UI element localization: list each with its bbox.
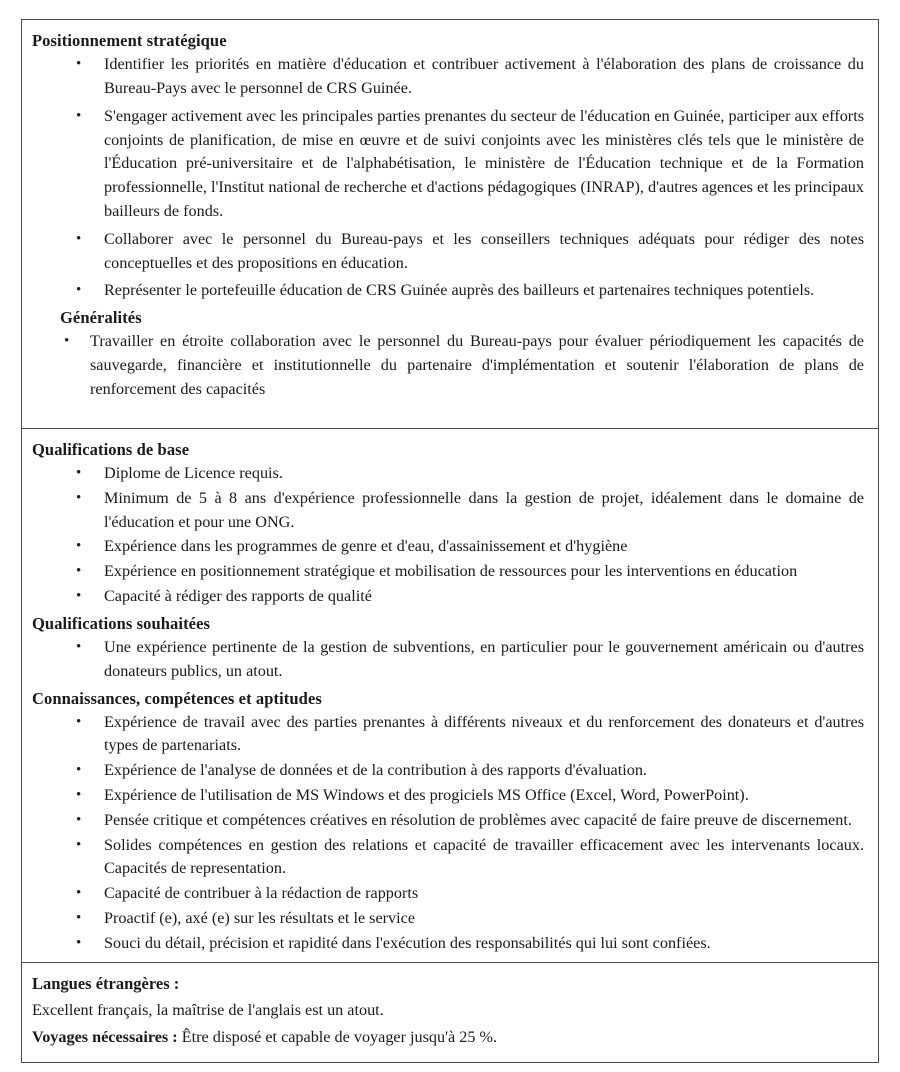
list-item: • Solides compétences en gestion des relations et capacité de travailler efficacement avec les intervenants locaux. Capacités de representation. [32, 834, 864, 882]
list-item: • Diplome de Licence requis. [32, 462, 864, 486]
list-item: • Souci du détail, précision et rapidité dans l'exécution des responsabilités qui lui sont confiées. [32, 932, 864, 956]
list-item: • Capacité de contribuer à la rédaction de rapports [32, 882, 864, 906]
list-item: • Une expérience pertinente de la gestion de subventions, en particulier pour le gouvernement américain ou d'autres donateurs publics, un atout. [32, 636, 864, 684]
heading-langues-etrangeres: Langues étrangères : [32, 973, 180, 993]
voyages-necessaires-line [32, 1025, 864, 1049]
list-item: • S'engager activement avec les principales parties prenantes du secteur de l'éducation en Guinée, participer aux efforts conjoints de planification, de mise en œuvre et de suivi conjoints avec les ministères clés tels que le ministère de l'Éducation pré-universitaire et de l'alphabétisation, le ministère de l'Éducation technique et de la Formation professionnelle, l'Institut national de recherche et d'actions pédagogiques (INRAP), d'autres agences et les principaux bailleurs de fonds. [32, 105, 864, 224]
list-item: • Expérience en positionnement stratégique et mobilisation de ressources pour les interventions en éducation [32, 560, 864, 584]
heading-qualifications-de-base: Qualifications de base [32, 439, 190, 459]
list-item: • Proactif (e), axé (e) sur les résultats et le service [32, 907, 864, 931]
bullet-list-qualifications-souhaitees [32, 636, 864, 684]
bullet-list-generalites [32, 330, 864, 401]
langues-etrangeres-text: Excellent français, la maîtrise de l'anglais est un atout. [32, 1000, 384, 1019]
voyages-necessaires-text: Être disposé et capable de voyager jusqu'à 25 %. [181, 1028, 498, 1047]
list-item: • Collaborer avec le personnel du Bureau-pays et les conseillers techniques adéquats pour rédiger des notes conceptuelles et des propositions en éducation. [32, 228, 864, 276]
bullet-list-connaissances [32, 711, 864, 956]
list-item: • Expérience de travail avec des parties prenantes à différents niveaux et du renforcement des donateurs et d'autres types de partenariats. [32, 711, 864, 759]
list-item: • Expérience de l'analyse de données et de la contribution à des rapports d'évaluation. [32, 759, 864, 783]
section-positionnement-strategique [22, 20, 878, 429]
heading-generalites: Généralités [60, 308, 142, 328]
list-item: • Identifier les priorités en matière d'éducation et contribuer activement à l'élaboration des plans de croissance du Bureau-Pays avec le personnel de CRS Guinée. [32, 53, 864, 101]
section-qualifications [22, 429, 878, 963]
list-item: • Expérience de l'utilisation de MS Windows et des progiciels MS Office (Excel, Word, PowerPoint). [32, 784, 864, 808]
list-item: • Minimum de 5 à 8 ans d'expérience professionnelle dans la gestion de projet, idéalement dans le domaine de l'éducation et pour une ONG. [32, 487, 864, 535]
list-item: • Travailler en étroite collaboration avec le personnel du Bureau-pays pour évaluer périodiquement les capacités de sauvegarde, financière et institutionnelle du partenaire d'implémentation et soutenir l'élaboration de plans de renforcement des capacités [32, 330, 864, 401]
list-item: • Expérience dans les programmes de genre et d'eau, d'assainissement et d'hygiène [32, 535, 864, 559]
heading-qualifications-souhaitees: Qualifications souhaitées [32, 613, 211, 633]
document-table [21, 19, 879, 1063]
list-item: • Représenter le portefeuille éducation de CRS Guinée auprès des bailleurs et partenaires techniques potentiels. [32, 279, 864, 303]
bullet-list-qualifications-de-base [32, 462, 864, 609]
bullet-list-positionnement [32, 53, 864, 303]
heading-positionnement-strategique: Positionnement stratégique [32, 31, 227, 50]
section-langues-voyages [22, 963, 878, 1063]
voyages-necessaires-label: Voyages nécessaires : [32, 1028, 178, 1047]
list-item: • Capacité à rédiger des rapports de qualité [32, 585, 864, 609]
heading-connaissances-competences-aptitudes: Connaissances, compétences et aptitudes [32, 688, 322, 708]
list-item: • Pensée critique et compétences créatives en résolution de problèmes avec capacité de faire preuve de discernement. [32, 809, 864, 833]
